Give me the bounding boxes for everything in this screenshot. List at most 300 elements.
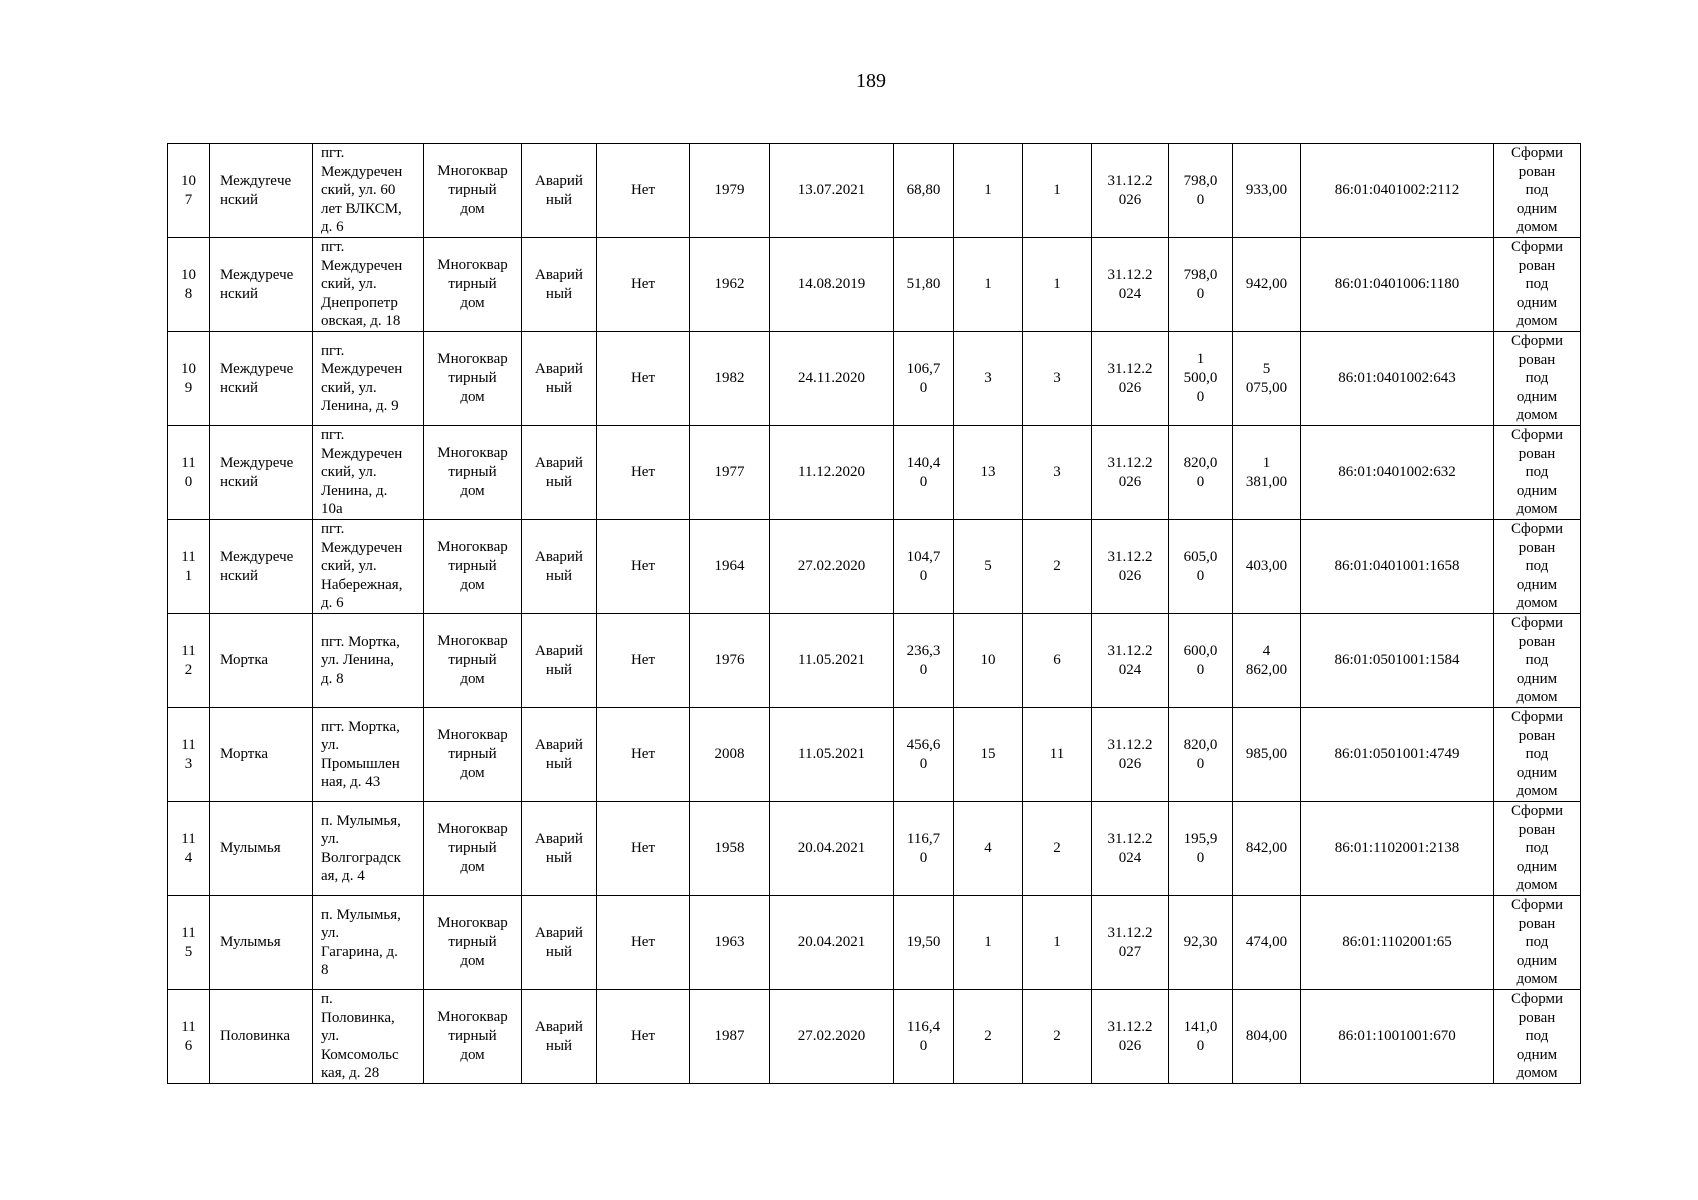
- cell-flag: [597, 614, 690, 708]
- cell-value: [1233, 426, 1301, 520]
- address-text: пгт. Междуречен ский, ул. 60 лет ВЛКСМ, д. 6: [321, 145, 403, 236]
- cell-count-b: [1023, 896, 1092, 990]
- cell-flag: [597, 426, 690, 520]
- cell-value: [1233, 238, 1301, 332]
- cell-flag: [597, 332, 690, 426]
- num-text: 11 3: [181, 736, 196, 772]
- count-b-text: 2: [1053, 558, 1061, 574]
- table-row: [168, 332, 1581, 426]
- cell-area: [894, 520, 954, 614]
- num-text: 11 1: [181, 548, 196, 584]
- cell-municipality: [210, 332, 313, 426]
- area-text: 51,80: [906, 276, 941, 292]
- cell-type: [424, 614, 522, 708]
- cell-address: [313, 896, 424, 990]
- deadline-text: 31.12.2 027: [1107, 924, 1153, 960]
- cell-count-b: [1023, 990, 1092, 1084]
- cell-area: [894, 144, 954, 238]
- cell-condition: [522, 332, 597, 426]
- cell-address: [313, 520, 424, 614]
- cell-type: [424, 802, 522, 896]
- date-text: 27.02.2020: [797, 558, 866, 574]
- deadline-text: 31.12.2 026: [1107, 1018, 1153, 1054]
- cell-status: [1494, 426, 1581, 520]
- condition-text: Аварий ный: [535, 266, 583, 302]
- price-text: 798,0 0: [1183, 266, 1218, 302]
- type-text: Многоквар тирный дом: [437, 163, 508, 217]
- cell-status: [1494, 144, 1581, 238]
- year-text: 1963: [714, 934, 745, 950]
- cell-count-a: [954, 426, 1023, 520]
- condition-text: Аварий ный: [535, 736, 583, 772]
- date-text: 13.07.2021: [797, 182, 866, 198]
- cell-value: [1233, 896, 1301, 990]
- address-text: п. Мулымья, ул. Гагарина, д. 8: [321, 906, 401, 978]
- cell-price: [1169, 520, 1233, 614]
- flag-text: Нет: [630, 464, 656, 480]
- cell-cadastral: [1301, 144, 1494, 238]
- cell-date: [770, 896, 894, 990]
- year-text: 2008: [714, 746, 745, 762]
- num-text: 11 2: [181, 642, 196, 678]
- cell-type: [424, 144, 522, 238]
- condition-text: Аварий ный: [535, 830, 583, 866]
- cell-price: [1169, 614, 1233, 708]
- cell-count-b: [1023, 802, 1092, 896]
- area-text: 140,4 0: [906, 454, 941, 490]
- address-text: п. Половинка, ул. Комсомольс кая, д. 28: [321, 991, 399, 1082]
- cell-count-a: [954, 802, 1023, 896]
- count-b-text: 11: [1049, 746, 1065, 762]
- cell-type: [424, 426, 522, 520]
- count-a-text: 5: [984, 558, 992, 574]
- cell-price: [1169, 426, 1233, 520]
- count-a-text: 2: [984, 1028, 992, 1044]
- area-text: 104,7 0: [906, 548, 941, 584]
- price-text: 798,0 0: [1183, 172, 1218, 208]
- count-b-text: 1: [1053, 276, 1061, 292]
- value-text: 474,00: [1245, 934, 1288, 950]
- year-text: 1964: [714, 558, 745, 574]
- cell-cadastral: [1301, 708, 1494, 802]
- num-text: 11 4: [181, 830, 196, 866]
- cell-area: [894, 238, 954, 332]
- num-text: 10 7: [181, 172, 196, 208]
- value-text: 403,00: [1245, 558, 1288, 574]
- cell-count-a: [954, 332, 1023, 426]
- cell-flag: [597, 896, 690, 990]
- housing-registry-table: [167, 143, 1581, 1084]
- value-text: 804,00: [1245, 1028, 1288, 1044]
- municipality-text: Междурече нский: [220, 266, 294, 302]
- cell-flag: [597, 520, 690, 614]
- cell-price: [1169, 332, 1233, 426]
- cell-area: [894, 990, 954, 1084]
- cell-municipality: [210, 144, 313, 238]
- cell-num: [168, 614, 210, 708]
- cell-year: [690, 332, 770, 426]
- date-text: 24.11.2020: [798, 370, 865, 386]
- cell-status: [1494, 802, 1581, 896]
- type-text: Многоквар тирный дом: [437, 257, 508, 311]
- cell-status: [1494, 896, 1581, 990]
- cell-count-a: [954, 896, 1023, 990]
- cell-count-b: [1023, 426, 1092, 520]
- cell-date: [770, 802, 894, 896]
- area-text: 116,4 0: [906, 1018, 941, 1054]
- cell-deadline: [1092, 614, 1169, 708]
- cell-price: [1169, 238, 1233, 332]
- cell-count-a: [954, 614, 1023, 708]
- cell-cadastral: [1301, 614, 1494, 708]
- price-text: 820,0 0: [1183, 736, 1218, 772]
- cell-municipality: [210, 708, 313, 802]
- count-b-text: 1: [1053, 934, 1061, 950]
- page-number: 189: [856, 70, 886, 92]
- count-a-text: 1: [984, 182, 992, 198]
- cell-count-b: [1023, 520, 1092, 614]
- cell-price: [1169, 990, 1233, 1084]
- flag-text: Нет: [630, 558, 656, 574]
- count-a-text: 13: [980, 464, 996, 480]
- count-b-text: 6: [1053, 652, 1061, 668]
- type-text: Многоквар тирный дом: [437, 915, 508, 969]
- table-row: [168, 144, 1581, 238]
- address-text: пгт. Междуречен ский, ул. Ленина, д. 9: [321, 342, 403, 414]
- cell-condition: [522, 144, 597, 238]
- value-text: 1 381,00: [1245, 454, 1288, 490]
- cell-area: [894, 708, 954, 802]
- deadline-text: 31.12.2 024: [1107, 642, 1153, 678]
- status-text: Сформи рован под одним домом: [1510, 521, 1564, 612]
- price-text: 141,0 0: [1183, 1018, 1218, 1054]
- cell-condition: [522, 426, 597, 520]
- address-text: пгт. Междуречен ский, ул. Ленина, д. 10а: [321, 427, 403, 518]
- table-row: [168, 520, 1581, 614]
- area-text: 68,80: [906, 182, 941, 198]
- flag-text: Нет: [630, 182, 656, 198]
- cell-type: [424, 238, 522, 332]
- cell-count-b: [1023, 708, 1092, 802]
- cell-area: [894, 896, 954, 990]
- date-text: 11.05.2021: [798, 652, 865, 668]
- deadline-text: 31.12.2 026: [1107, 548, 1153, 584]
- condition-text: Аварий ный: [535, 1018, 583, 1054]
- cell-value: [1233, 520, 1301, 614]
- date-text: 14.08.2019: [797, 276, 866, 292]
- cell-year: [690, 144, 770, 238]
- cell-count-a: [954, 144, 1023, 238]
- cell-status: [1494, 708, 1581, 802]
- flag-text: Нет: [630, 746, 656, 762]
- date-text: 11.05.2021: [798, 746, 865, 762]
- cell-municipality: [210, 802, 313, 896]
- address-text: пгт. Междуречен ский, ул. Набережная, д. 6: [321, 521, 403, 612]
- count-a-text: 1: [984, 276, 992, 292]
- type-text: Многоквар тирный дом: [437, 539, 508, 593]
- year-text: 1958: [714, 840, 745, 856]
- deadline-text: 31.12.2 026: [1107, 454, 1153, 490]
- address-text: пгт. Междуречен ский, ул. Днепропетр овская, д. 18: [321, 239, 403, 330]
- num-text: 10 9: [181, 360, 196, 396]
- cell-cadastral: [1301, 520, 1494, 614]
- price-text: 820,0 0: [1183, 454, 1218, 490]
- cell-municipality: [210, 238, 313, 332]
- flag-text: Нет: [630, 276, 656, 292]
- year-text: 1979: [714, 182, 745, 198]
- cell-num: [168, 708, 210, 802]
- cell-deadline: [1092, 332, 1169, 426]
- num-text: 11 5: [181, 924, 196, 960]
- cell-type: [424, 896, 522, 990]
- cell-num: [168, 426, 210, 520]
- table-row: [168, 238, 1581, 332]
- cell-num: [168, 332, 210, 426]
- date-text: 20.04.2021: [797, 934, 866, 950]
- cell-date: [770, 520, 894, 614]
- year-text: 1962: [714, 276, 745, 292]
- year-text: 1977: [714, 464, 745, 480]
- condition-text: Аварий ный: [535, 642, 583, 678]
- cell-type: [424, 520, 522, 614]
- cell-date: [770, 708, 894, 802]
- num-text: 11 0: [181, 454, 196, 490]
- cell-deadline: [1092, 802, 1169, 896]
- cell-price: [1169, 144, 1233, 238]
- cell-area: [894, 802, 954, 896]
- year-text: 1982: [714, 370, 745, 386]
- type-text: Многоквар тирный дом: [437, 821, 508, 875]
- municipality-text: Мулымья: [220, 840, 281, 856]
- area-text: 19,50: [906, 934, 941, 950]
- cell-cadastral: [1301, 332, 1494, 426]
- status-text: Сформи рован под одним домом: [1510, 333, 1564, 424]
- num-text: 11 6: [181, 1018, 196, 1054]
- cell-count-a: [954, 520, 1023, 614]
- flag-text: Нет: [630, 934, 656, 950]
- cadastral-text: 86:01:0401002:643: [1338, 370, 1456, 386]
- flag-text: Нет: [630, 370, 656, 386]
- cell-address: [313, 990, 424, 1084]
- cell-num: [168, 238, 210, 332]
- cell-year: [690, 896, 770, 990]
- date-text: 27.02.2020: [797, 1028, 866, 1044]
- cell-deadline: [1092, 990, 1169, 1084]
- cell-num: [168, 896, 210, 990]
- cell-type: [424, 332, 522, 426]
- cell-address: [313, 708, 424, 802]
- cell-deadline: [1092, 426, 1169, 520]
- deadline-text: 31.12.2 024: [1107, 266, 1153, 302]
- cell-condition: [522, 614, 597, 708]
- cell-count-a: [954, 708, 1023, 802]
- cell-year: [690, 238, 770, 332]
- cell-count-a: [954, 238, 1023, 332]
- cell-count-b: [1023, 614, 1092, 708]
- cell-condition: [522, 520, 597, 614]
- status-text: Сформи рован под одним домом: [1510, 991, 1564, 1082]
- table-row: [168, 614, 1581, 708]
- type-text: Многоквар тирный дом: [437, 445, 508, 499]
- cell-address: [313, 332, 424, 426]
- type-text: Многоквар тирный дом: [437, 727, 508, 781]
- cell-cadastral: [1301, 802, 1494, 896]
- cadastral-text: 86:01:0401001:1658: [1334, 558, 1460, 574]
- cell-type: [424, 990, 522, 1084]
- cadastral-text: 86:01:1001001:670: [1338, 1028, 1456, 1044]
- cell-value: [1233, 614, 1301, 708]
- cadastral-text: 86:01:0401006:1180: [1334, 276, 1460, 292]
- price-text: 605,0 0: [1183, 548, 1218, 584]
- count-b-text: 1: [1053, 182, 1061, 198]
- cell-area: [894, 426, 954, 520]
- cell-count-b: [1023, 332, 1092, 426]
- price-text: 600,0 0: [1183, 642, 1218, 678]
- flag-text: Нет: [630, 1028, 656, 1044]
- cell-price: [1169, 708, 1233, 802]
- area-text: 456,6 0: [906, 736, 941, 772]
- municipality-text: Междуreче нский: [220, 172, 292, 208]
- cell-condition: [522, 896, 597, 990]
- cell-cadastral: [1301, 896, 1494, 990]
- date-text: 20.04.2021: [797, 840, 866, 856]
- municipality-text: Междурече нский: [220, 548, 294, 584]
- municipality-text: Междурече нский: [220, 360, 294, 396]
- cell-status: [1494, 614, 1581, 708]
- cell-price: [1169, 802, 1233, 896]
- cell-flag: [597, 238, 690, 332]
- status-text: Сформи рован под одним домом: [1510, 145, 1564, 236]
- deadline-text: 31.12.2 026: [1107, 736, 1153, 772]
- cell-condition: [522, 802, 597, 896]
- status-text: Сформи рован под одним домом: [1510, 239, 1564, 330]
- cadastral-text: 86:01:1102001:65: [1342, 934, 1452, 950]
- value-text: 933,00: [1245, 182, 1288, 198]
- cell-value: [1233, 802, 1301, 896]
- deadline-text: 31.12.2 026: [1107, 360, 1153, 396]
- address-text: п. Мулымья, ул. Волгоградск ая, д. 4: [321, 812, 401, 884]
- cell-year: [690, 990, 770, 1084]
- cell-deadline: [1092, 144, 1169, 238]
- cell-type: [424, 708, 522, 802]
- cell-status: [1494, 332, 1581, 426]
- cell-address: [313, 426, 424, 520]
- count-b-text: 2: [1053, 1028, 1061, 1044]
- count-a-text: 10: [980, 652, 996, 668]
- cell-year: [690, 426, 770, 520]
- cell-year: [690, 614, 770, 708]
- count-a-text: 3: [984, 370, 992, 386]
- condition-text: Аварий ный: [535, 548, 583, 584]
- flag-text: Нет: [630, 840, 656, 856]
- cell-date: [770, 238, 894, 332]
- municipality-text: Мулымья: [220, 934, 281, 950]
- cell-condition: [522, 708, 597, 802]
- cell-value: [1233, 990, 1301, 1084]
- status-text: Сформи рован под одним домом: [1510, 615, 1564, 706]
- date-text: 11.12.2020: [798, 464, 865, 480]
- cell-municipality: [210, 426, 313, 520]
- value-text: 985,00: [1245, 746, 1288, 762]
- price-text: 195,9 0: [1183, 830, 1218, 866]
- address-text: пгт. Мортка, ул. Ленина, д. 8: [321, 633, 400, 687]
- type-text: Многоквар тирный дом: [437, 1009, 508, 1063]
- cell-year: [690, 520, 770, 614]
- cell-value: [1233, 332, 1301, 426]
- municipality-text: Половинка: [220, 1028, 290, 1044]
- cell-condition: [522, 990, 597, 1084]
- table-row: [168, 708, 1581, 802]
- count-a-text: 4: [984, 840, 992, 856]
- price-text: 92,30: [1183, 934, 1218, 950]
- cell-deadline: [1092, 520, 1169, 614]
- status-text: Сформи рован под одним домом: [1510, 897, 1564, 988]
- value-text: 942,00: [1245, 276, 1288, 292]
- cell-municipality: [210, 896, 313, 990]
- status-text: Сформи рован под одним домом: [1510, 709, 1564, 800]
- table-row: [168, 990, 1581, 1084]
- count-b-text: 3: [1053, 464, 1061, 480]
- cell-num: [168, 990, 210, 1084]
- deadline-text: 31.12.2 024: [1107, 830, 1153, 866]
- cell-municipality: [210, 520, 313, 614]
- table-row: [168, 426, 1581, 520]
- condition-text: Аварий ный: [535, 172, 583, 208]
- cell-flag: [597, 802, 690, 896]
- cell-flag: [597, 990, 690, 1084]
- cell-condition: [522, 238, 597, 332]
- year-text: 1976: [714, 652, 745, 668]
- cell-status: [1494, 990, 1581, 1084]
- status-text: Сформи рован под одним домом: [1510, 427, 1564, 518]
- area-text: 116,7 0: [906, 830, 941, 866]
- condition-text: Аварий ный: [535, 360, 583, 396]
- municipality-text: Мортка: [220, 746, 269, 762]
- cell-cadastral: [1301, 426, 1494, 520]
- cadastral-text: 86:01:1102001:2138: [1334, 840, 1460, 856]
- type-text: Многоквар тирный дом: [437, 633, 508, 687]
- value-text: 4 862,00: [1245, 642, 1288, 678]
- cell-municipality: [210, 990, 313, 1084]
- cell-address: [313, 614, 424, 708]
- count-a-text: 15: [980, 746, 996, 762]
- cell-date: [770, 614, 894, 708]
- cell-price: [1169, 896, 1233, 990]
- cadastral-text: 86:01:0501001:1584: [1334, 652, 1460, 668]
- cell-flag: [597, 708, 690, 802]
- condition-text: Аварий ный: [535, 924, 583, 960]
- condition-text: Аварий ный: [535, 454, 583, 490]
- cell-num: [168, 520, 210, 614]
- cell-count-b: [1023, 144, 1092, 238]
- cell-status: [1494, 238, 1581, 332]
- type-text: Многоквар тирный дом: [437, 351, 508, 405]
- table-row: [168, 896, 1581, 990]
- cell-date: [770, 990, 894, 1084]
- area-text: 236,3 0: [906, 642, 941, 678]
- municipality-text: Междурече нский: [220, 454, 294, 490]
- area-text: 106,7 0: [906, 360, 941, 396]
- cell-value: [1233, 144, 1301, 238]
- cell-year: [690, 708, 770, 802]
- num-text: 10 8: [181, 266, 196, 302]
- cell-num: [168, 144, 210, 238]
- year-text: 1987: [714, 1028, 745, 1044]
- count-b-text: 3: [1053, 370, 1061, 386]
- flag-text: Нет: [630, 652, 656, 668]
- cell-count-a: [954, 990, 1023, 1084]
- table-row: [168, 802, 1581, 896]
